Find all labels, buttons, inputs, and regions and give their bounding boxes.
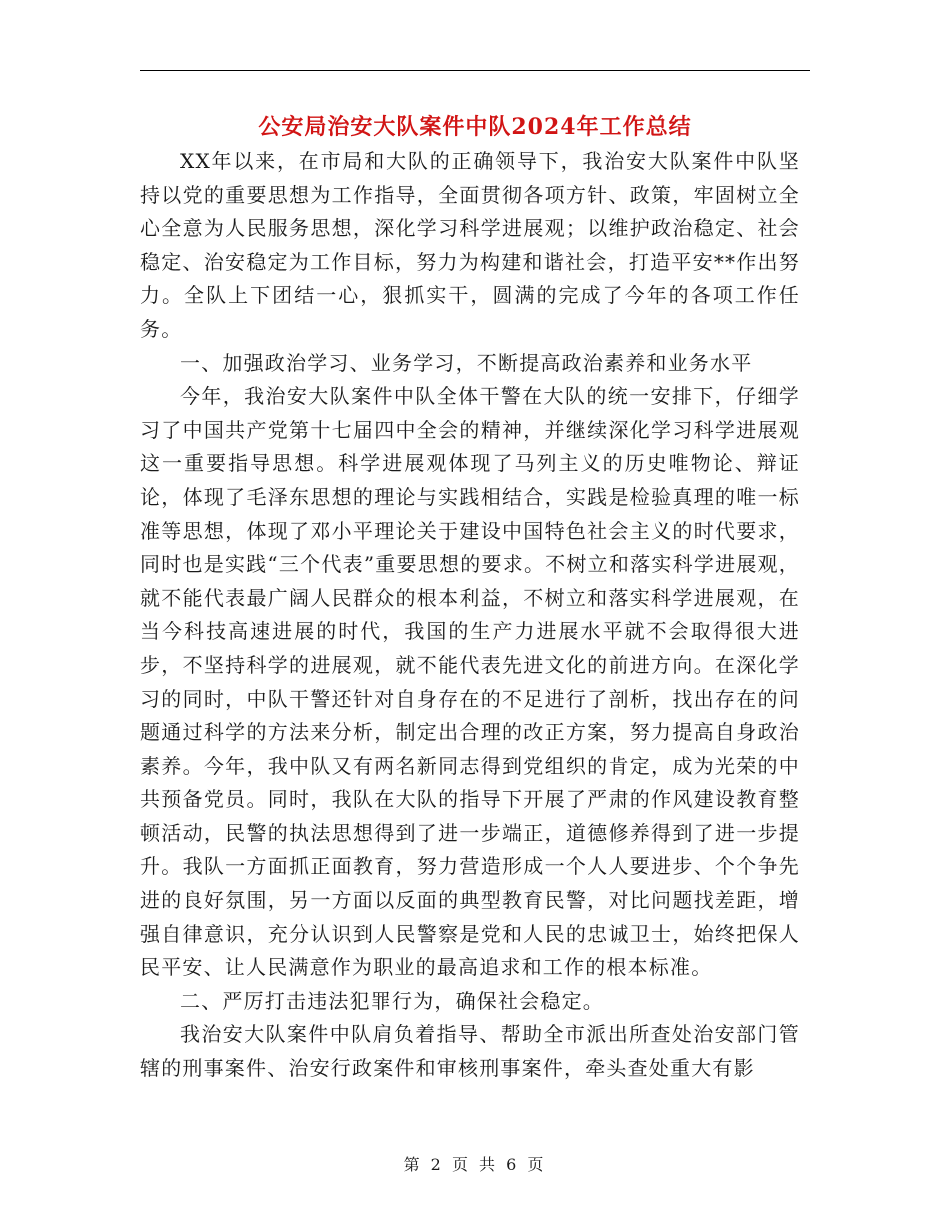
section-2-paragraph: 我治安大队案件中队肩负着指导、帮助全市派出所查处治安部门管辖的刑事案件、治安行政案件和审核刑事案件，牵头查处重大有影 — [140, 1022, 800, 1081]
intro-paragraph: XX年以来，在市局和大队的正确领导下，我治安大队案件中队坚持以党的重要思想为工作指导，全面贯彻各项方针、政策，牢固树立全心全意为人民服务思想，深化学习科学进展观；以维护政治稳定、社会稳定、治安稳定为工作目标，努力为构建和谐社会，打造平安**作出努力。全队上下团结一心，狠抓实干，圆满的完成了今年的各项工作任务。 — [140, 149, 800, 341]
section-1-paragraph: 今年，我治安大队案件中队全体干警在大队的统一安排下，仔细学习了中国共产党第十七届四中全会的精神，并继续深化学习科学进展观这一重要指导思想。科学进展观体现了马列主义的历史唯物论、辩证论，体现了毛泽东思想的理论与实践相结合，实践是检验真理的唯一标准等思想，体现了邓小平理论关于建设中国特色社会主义的时代要求，同时也是实践“三个代表”重要思想的要求。不树立和落实科学进展观，就不能代表最广阔人民群众的根本利益，不树立和落实科学进展观，在当今科技高速进展的时代，我国的生产力进展水平就不会取得很大进步，不坚持科学的进展观，就不能代表先进文化的前进方向。在深化学习的同时，中队干警还针对自身存在的不足进行了剖析，找出存在的问题通过科学的方法来分析，制定出合理的改正方案，努力提高自身政治素养。今年，我中队又有两名新同志得到党组织的肯定，成为光荣的中共预备党员。同时，我队在大队的指导下开展了严肃的作风建设教育整顿活动，民警的执法思想得到了进一步端正，道德修养得到了进一步提升。我队一方面抓正面教育，努力营造形成一个人人要进步、个个争先进的良好氛围，另一方面以反面的典型教育民警，对比问题找差距，增强自律意识，充分认识到人民警察是党和人民的忠诚卫士，始终把保人民平安、让人民满意作为职业的最高追求和工作的根本标准。 — [140, 384, 800, 980]
document-body — [140, 145, 800, 1086]
header-rule — [140, 70, 810, 71]
section-heading-1: 一、加强政治学习、业务学习，不断提高政治素养和业务水平 — [180, 350, 753, 375]
section-heading-2: 二、严厉打击违法犯罪行为，确保社会稳定。 — [180, 988, 604, 1013]
page-number-footer: 第 2 页 共 6 页 — [403, 1155, 547, 1174]
document-title: 公安局治安大队案件中队2024年工作总结 — [258, 114, 692, 140]
